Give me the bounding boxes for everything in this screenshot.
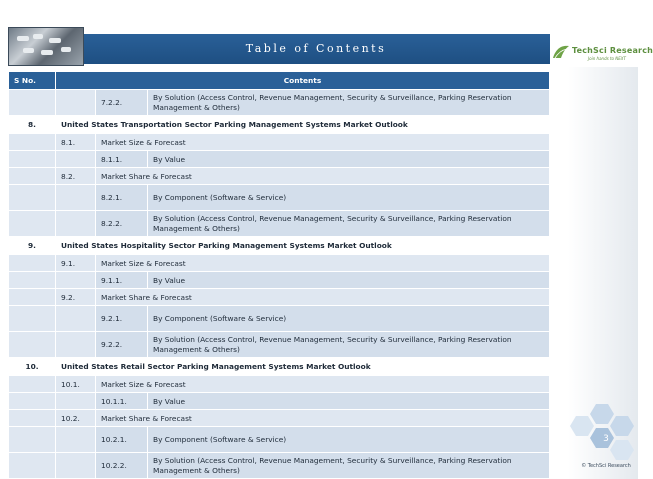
col-header-contents: Contents bbox=[56, 72, 550, 90]
empty-cell bbox=[9, 272, 56, 289]
empty-cell bbox=[9, 376, 56, 393]
item-title: By Value bbox=[148, 272, 550, 289]
table-row bbox=[9, 134, 550, 151]
table-row bbox=[9, 211, 550, 237]
subsection-title: Market Size & Forecast bbox=[96, 255, 550, 272]
empty-cell bbox=[9, 393, 56, 410]
subsection-number: 9.2. bbox=[56, 289, 96, 306]
table-row bbox=[9, 237, 550, 255]
subsection-title: Market Share & Forecast bbox=[96, 289, 550, 306]
col-header-sno: S No. bbox=[9, 72, 56, 90]
item-title: By Solution (Access Control, Revenue Management, Security & Surveillance, Parking Reservation Management & Others) bbox=[148, 90, 550, 116]
empty-cell bbox=[56, 211, 96, 237]
table-row bbox=[9, 358, 550, 376]
parking-lot-image bbox=[8, 27, 84, 66]
logo-name: TechSci Research bbox=[572, 46, 653, 55]
table-row bbox=[9, 410, 550, 427]
hexagon-cluster bbox=[572, 402, 638, 462]
table-row bbox=[9, 427, 550, 453]
toc-body bbox=[9, 90, 550, 479]
table-row bbox=[9, 272, 550, 289]
empty-cell bbox=[9, 255, 56, 272]
techsci-logo bbox=[552, 40, 653, 64]
item-number: 8.2.2. bbox=[96, 211, 148, 237]
item-title: By Component (Software & Service) bbox=[148, 427, 550, 453]
table-row bbox=[9, 376, 550, 393]
item-number: 9.2.2. bbox=[96, 332, 148, 358]
logo-tagline: Join hands to NEXT bbox=[588, 56, 626, 61]
item-number: 8.1.1. bbox=[96, 151, 148, 168]
techsci-leaf-icon bbox=[552, 44, 570, 60]
subsection-number: 10.2. bbox=[56, 410, 96, 427]
table-row bbox=[9, 289, 550, 306]
subsection-title: Market Size & Forecast bbox=[96, 376, 550, 393]
copyright-text: © TechSci Research bbox=[581, 463, 631, 469]
subsection-number: 8.1. bbox=[56, 134, 96, 151]
table-row bbox=[9, 151, 550, 168]
item-title: By Component (Software & Service) bbox=[148, 185, 550, 211]
table-row bbox=[9, 255, 550, 272]
empty-cell bbox=[56, 90, 96, 116]
table-row bbox=[9, 306, 550, 332]
item-title: By Solution (Access Control, Revenue Management, Security & Surveillance, Parking Reservation Management & Others) bbox=[148, 332, 550, 358]
item-title: By Component (Software & Service) bbox=[148, 306, 550, 332]
subsection-title: Market Size & Forecast bbox=[96, 134, 550, 151]
item-number: 8.2.1. bbox=[96, 185, 148, 211]
section-number: 9. bbox=[9, 237, 56, 255]
item-number: 9.1.1. bbox=[96, 272, 148, 289]
table-row bbox=[9, 332, 550, 358]
item-number: 10.1.1. bbox=[96, 393, 148, 410]
empty-cell bbox=[9, 453, 56, 479]
empty-cell bbox=[56, 151, 96, 168]
empty-cell bbox=[56, 427, 96, 453]
empty-cell bbox=[56, 453, 96, 479]
empty-cell bbox=[9, 168, 56, 185]
page-number: 3 bbox=[603, 434, 609, 444]
empty-cell bbox=[9, 332, 56, 358]
section-number: 8. bbox=[9, 116, 56, 134]
empty-cell bbox=[9, 151, 56, 168]
empty-cell bbox=[56, 185, 96, 211]
empty-cell bbox=[9, 427, 56, 453]
table-row bbox=[9, 90, 550, 116]
section-title: United States Retail Sector Parking Management Systems Market Outlook bbox=[56, 358, 550, 376]
page-title: Table of Contents bbox=[245, 42, 387, 55]
subsection-title: Market Share & Forecast bbox=[96, 168, 550, 185]
section-title: United States Hospitality Sector Parking Management Systems Market Outlook bbox=[56, 237, 550, 255]
empty-cell bbox=[9, 211, 56, 237]
item-number: 10.2.1. bbox=[96, 427, 148, 453]
subsection-number: 10.1. bbox=[56, 376, 96, 393]
slide-header bbox=[0, 0, 653, 67]
table-row bbox=[9, 393, 550, 410]
empty-cell bbox=[9, 289, 56, 306]
empty-cell bbox=[56, 272, 96, 289]
empty-cell bbox=[56, 306, 96, 332]
item-title: By Solution (Access Control, Revenue Management, Security & Surveillance, Parking Reservation Management & Others) bbox=[148, 453, 550, 479]
empty-cell bbox=[9, 185, 56, 211]
empty-cell bbox=[9, 306, 56, 332]
item-number: 7.2.2. bbox=[96, 90, 148, 116]
table-row bbox=[9, 116, 550, 134]
table-row bbox=[9, 185, 550, 211]
empty-cell bbox=[56, 393, 96, 410]
subsection-number: 9.1. bbox=[56, 255, 96, 272]
subsection-title: Market Share & Forecast bbox=[96, 410, 550, 427]
item-number: 9.2.1. bbox=[96, 306, 148, 332]
empty-cell bbox=[9, 410, 56, 427]
item-title: By Solution (Access Control, Revenue Management, Security & Surveillance, Parking Reservation Management & Others) bbox=[148, 211, 550, 237]
empty-cell bbox=[56, 332, 96, 358]
section-title: United States Transportation Sector Parking Management Systems Market Outlook bbox=[56, 116, 550, 134]
subsection-number: 8.2. bbox=[56, 168, 96, 185]
empty-cell bbox=[9, 134, 56, 151]
table-header-row bbox=[9, 72, 550, 90]
table-row bbox=[9, 453, 550, 479]
item-title: By Value bbox=[148, 151, 550, 168]
empty-cell bbox=[9, 90, 56, 116]
item-title: By Value bbox=[148, 393, 550, 410]
toc-table bbox=[8, 71, 550, 479]
table-row bbox=[9, 168, 550, 185]
item-number: 10.2.2. bbox=[96, 453, 148, 479]
section-number: 10. bbox=[9, 358, 56, 376]
